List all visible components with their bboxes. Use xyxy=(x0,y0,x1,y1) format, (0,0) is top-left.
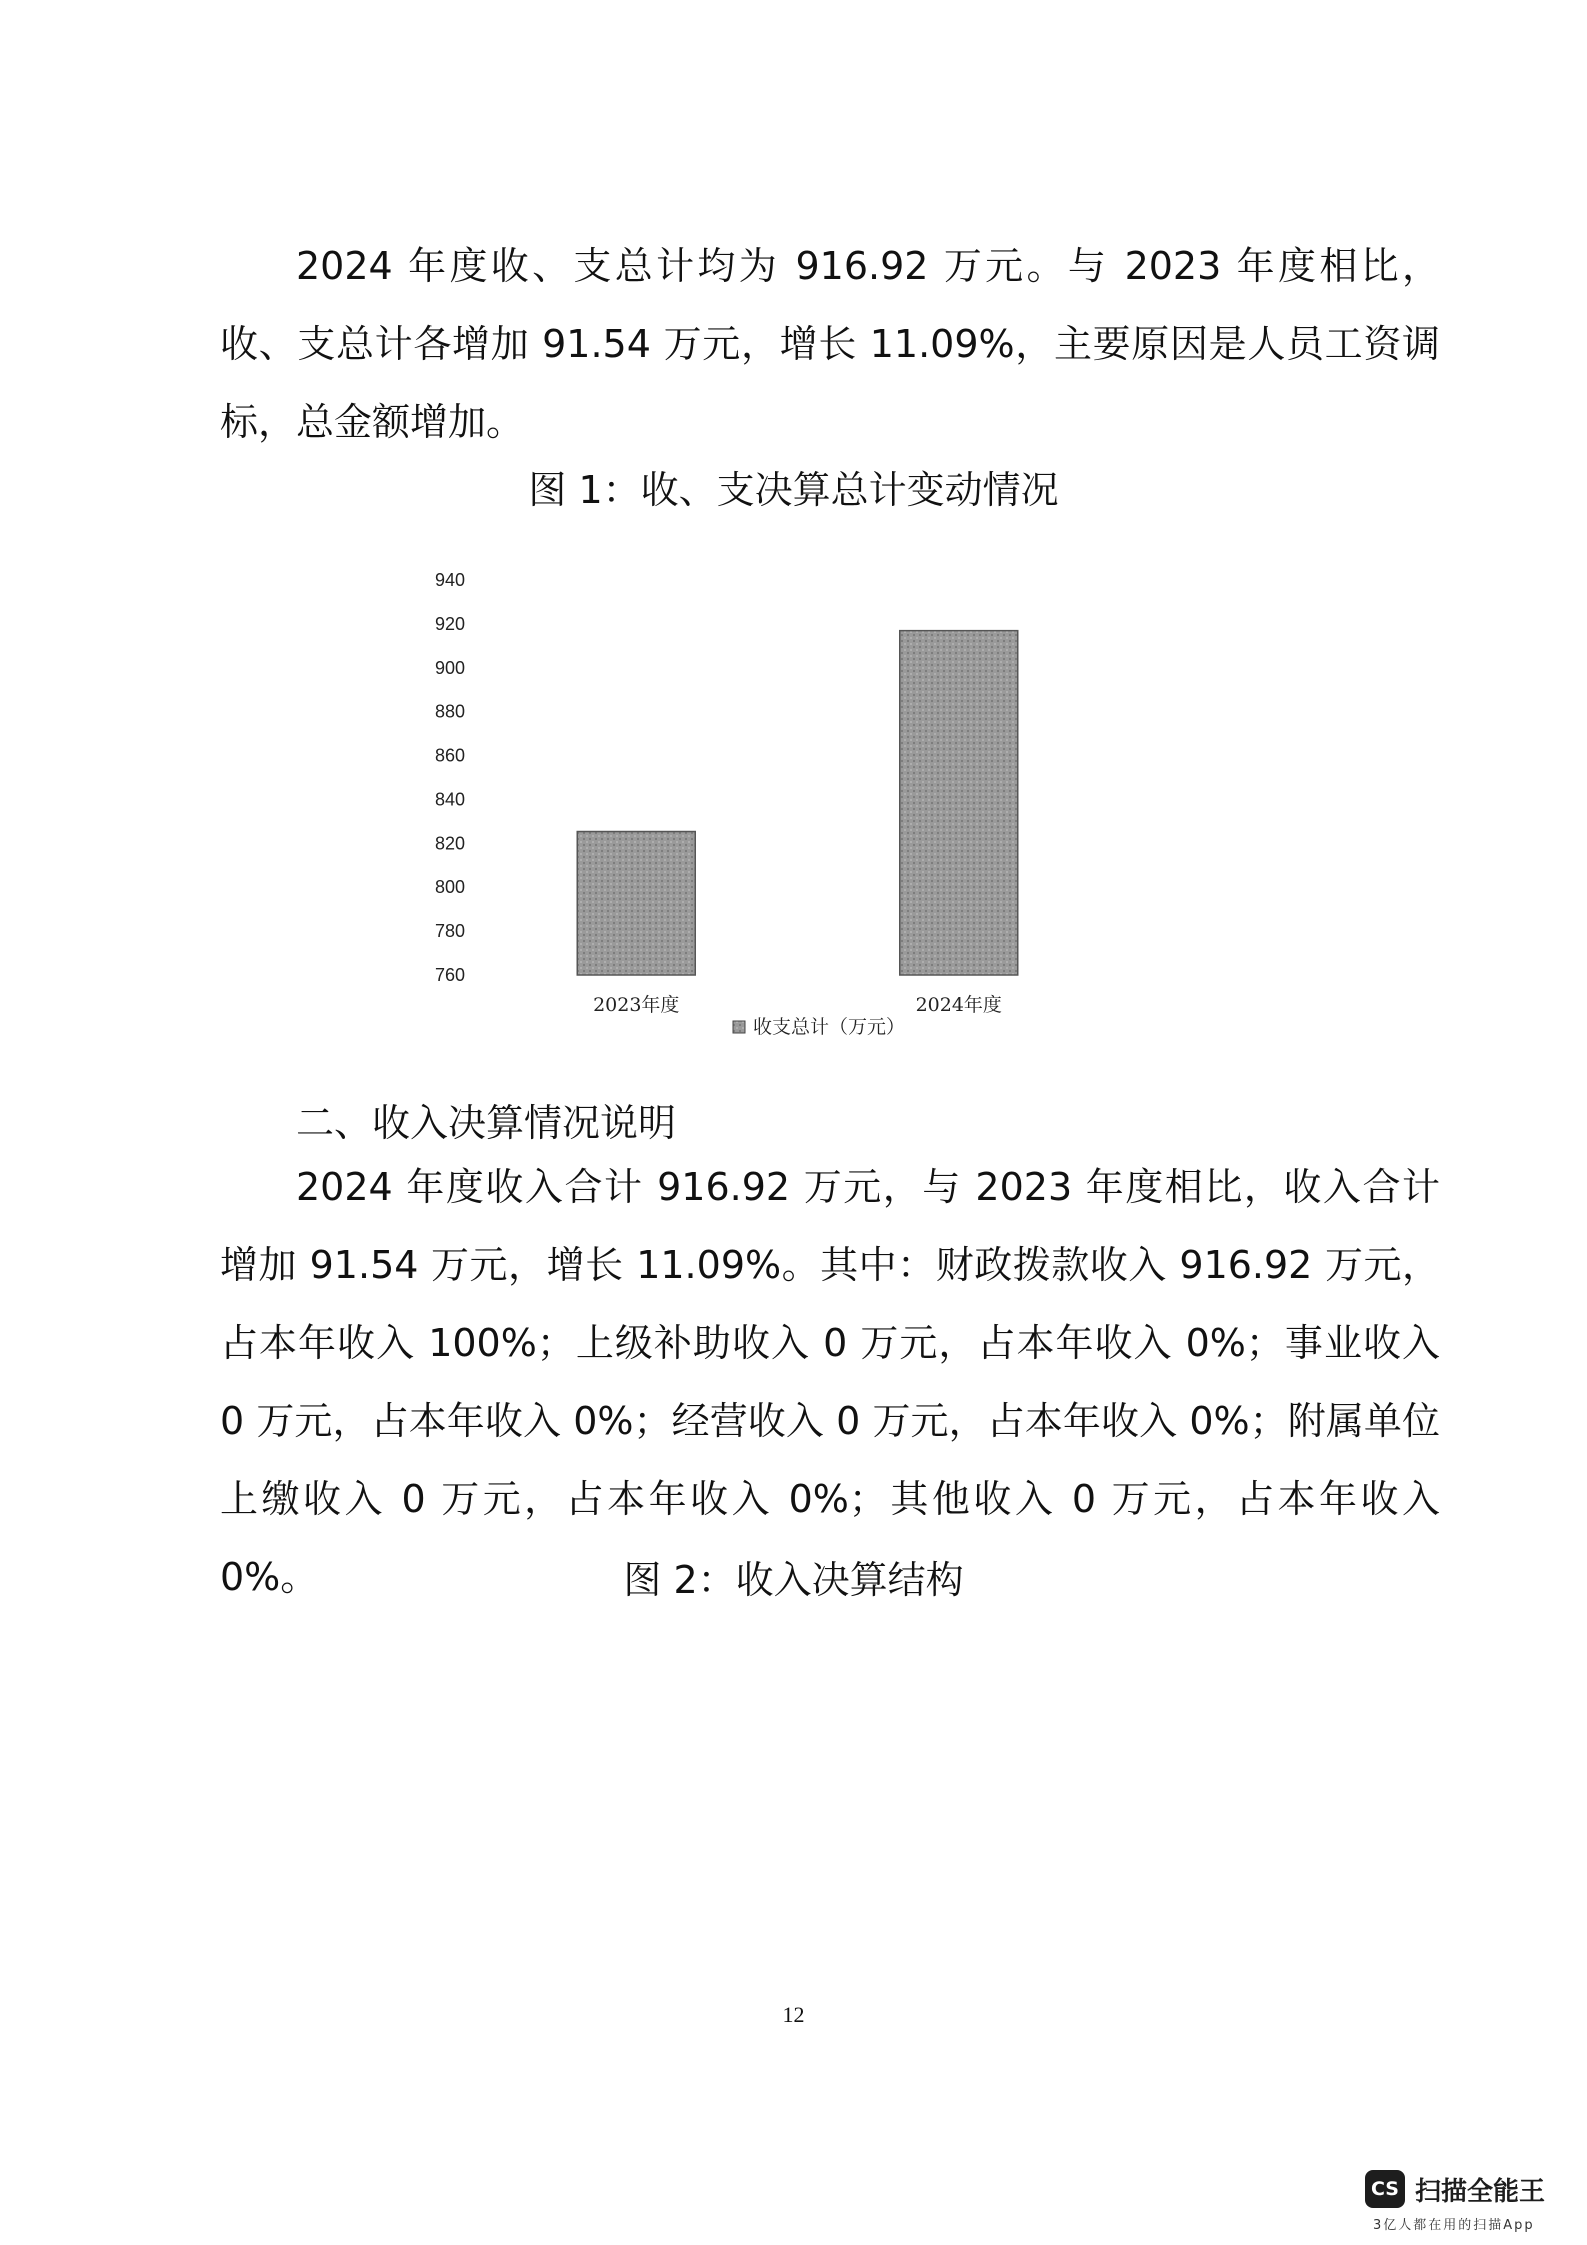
income-detail-paragraph: 2024 年度收入合计 916.92 万元，与 2023 年度相比，收入合计增加 91.54 万元，增长 11.09%。其中：财政拨款收入 916.92 万元，占本年收入 100%；上级补助收入 0 万元，占本年收入 0%；事业收入 0 万元，占本年收入 0%；经营收入 0 万元，占本年收入 0%；附属单位上缴收入 0 万元，占本年收入 0%；其他收入 0 万元，占本年收入 0%。 xyxy=(220,1165,1440,1599)
figure2-caption: 图 2：收入决算结构 xyxy=(623,1558,964,1602)
y-tick-label: 940 xyxy=(434,570,465,590)
y-tick-label: 800 xyxy=(434,877,465,898)
y-tick-label: 760 xyxy=(434,965,465,985)
y-tick-label: 860 xyxy=(434,745,465,766)
y-tick-label: 900 xyxy=(434,657,465,678)
scanner-app-name: 扫描全能王 xyxy=(1415,2177,1546,2207)
bar-2023年度 xyxy=(577,832,695,975)
y-tick-label: 840 xyxy=(434,789,465,810)
y-tick-label: 920 xyxy=(434,613,465,634)
scanner-slogan: 3亿人都在用的扫描App xyxy=(1373,2218,1535,2233)
page-number: 12 xyxy=(782,2002,805,2027)
scanner-logo-icon: CS xyxy=(1365,2170,1405,2208)
figure1-caption: 图 1：收、支决算总计变动情况 xyxy=(528,468,1059,512)
scanner-watermark xyxy=(1365,2170,1565,2236)
legend-swatch xyxy=(733,1021,745,1033)
y-tick-label: 880 xyxy=(434,701,465,722)
income-expense-bar-chart xyxy=(420,555,1140,1055)
x-category-label: 2023年度 xyxy=(593,994,680,1016)
summary-paragraph: 2024 年度收、支总计均为 916.92 万元。与 2023 年度相比，收、支总计各增加 91.54 万元，增长 11.09%，主要原因是人员工资调标，总金额增加。 xyxy=(220,244,1440,444)
legend-label: 收支总计（万元） xyxy=(753,1016,906,1038)
bar-2024年度 xyxy=(900,631,1018,975)
x-category-label: 2024年度 xyxy=(915,994,1002,1016)
section-heading: 二、收入决算情况说明 xyxy=(296,1101,677,1145)
y-tick-label: 820 xyxy=(434,833,465,854)
y-tick-label: 780 xyxy=(434,921,465,942)
